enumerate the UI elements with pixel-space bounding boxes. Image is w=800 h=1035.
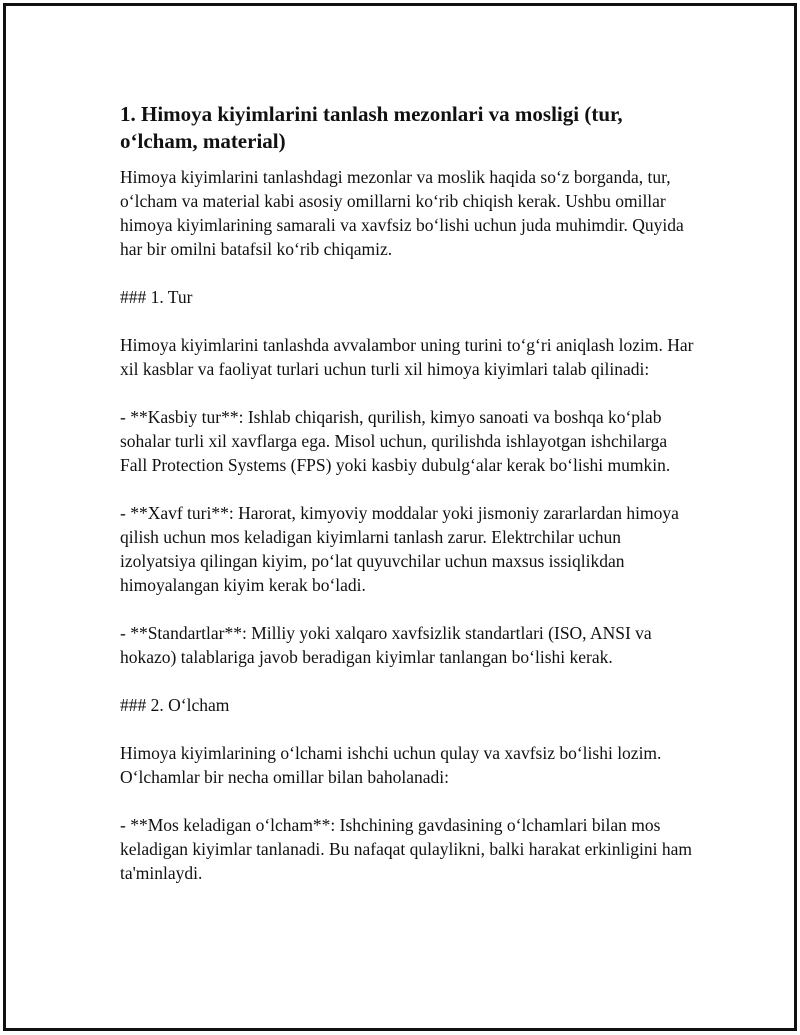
document-title: 1. Himoya kiyimlarini tanlash mezonlari va mosligi (tur, o‘lcham, material) (120, 102, 623, 154)
list-item-xavf-turi: - **Xavf turi**: Harorat, kimyoviy moddalar yoki jismoniy zararlardan himoya qilish uchun mos keladigan kiyimlarni tanlash zarur. Elektrchilar uchun izolyatsiya qilingan kiyim, po‘lat quyuvchilar uchun maxsus issiqlikdan himoyalangan kiyim kerak bo‘ladi. (120, 503, 679, 596)
list-item-mos-olcham: - **Mos keladigan o‘lcham**: Ishchining gavdasining o‘lchamlari bilan mos keladigan kiyimlar tanlanadi. Bu nafaqat qulaylikni, balki harakat erkinligini ham ta'minlaydi. (120, 815, 692, 884)
section-heading-tur: ### 1. Tur (120, 287, 193, 308)
olcham-intro-paragraph: Himoya kiyimlarining o‘lchami ishchi uchun qulay va xavfsiz bo‘lishi lozim. O‘lchamlar bir necha omillar bilan baholanadi: (120, 743, 662, 788)
list-item-standartlar: - **Standartlar**: Milliy yoki xalqaro xavfsizlik standartlari (ISO, ANSI va hokazo) talablariga javob beradigan kiyimlar tanlangan bo‘lishi kerak. (120, 623, 652, 668)
document-body (120, 101, 695, 909)
tur-intro-paragraph: Himoya kiyimlarini tanlashda avvalambor uning turini to‘g‘ri aniqlash lozim. Har xil kasblar va faoliyat turlari uchun turli xil himoya kiyimlari talab qilinadi: (120, 335, 694, 380)
list-item-kasbiy-tur: - **Kasbiy tur**: Ishlab chiqarish, qurilish, kimyo sanoati va boshqa ko‘plab sohalar turli xil xavflarga ega. Misol uchun, qurilishda ishlayotgan ishchilarga Fall Protection Systems (FPS) yoki kasbiy dubulg‘alar kerak bo‘lishi mumkin. (120, 407, 671, 476)
page-frame (3, 3, 797, 1031)
intro-paragraph: Himoya kiyimlarini tanlashdagi mezonlar va moslik haqida so‘z borganda, tur, o‘lcham va material kabi asosiy omillarni ko‘rib chiqish kerak. Ushbu omillar himoya kiyimlarining samarali va xavfsiz bo‘lishi uchun juda muhimdir. Quyida har bir omilni batafsil ko‘rib chiqamiz. (120, 167, 684, 260)
section-heading-olcham: ### 2. O‘lcham (120, 695, 230, 716)
